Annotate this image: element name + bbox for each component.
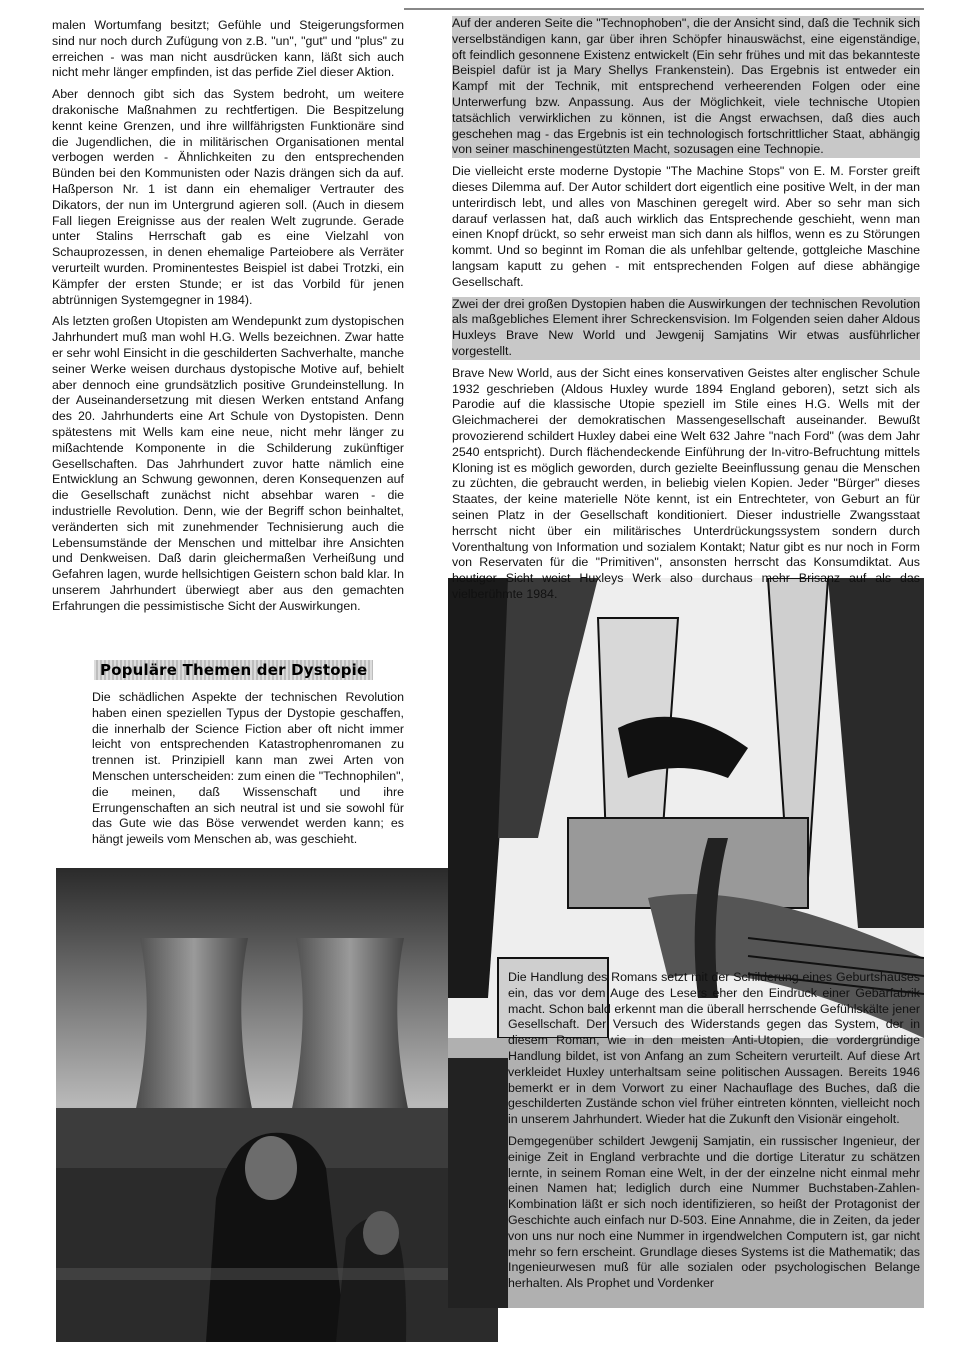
top-rule xyxy=(404,8,924,10)
left-column xyxy=(52,18,404,620)
right-paragraph-4: Brave New World, aus der Sicht eines konservativen Geistes alter englischer Schule 1932 geschrieben (Aldous Huxley wurde 1894 England geboren), setzt sich als Parodie auf die klassische Utopie speziell im Stile eines H.G. Wells mit der Gleichmacherei der demokratischen Massengesellschaft auseinander. Bewußt provozierend schildert Huxley dabei eine Welt 632 Jahre "nach Ford" (was dem Jahr 2540 entspricht). Durch flächendeckende Einführung der In-vitro-Befruchtung mittels Kloning ist es möglich geworden, durch gezielte Beeinflussung genau die Menschen zu züchten, die gebraucht werden, in beliebig vielen Kopien. Jeder "Bürger" dieses Staates, der keine materielle Nöte kennt, ist ein Entrechteter, von Geburt an für seinen Platz in der Gesellschaft konditioniert. Dieser industrielle Zwangsstaat herrscht nicht über ein militärisches Unterdrückungssystem sondern durch Vorenthaltung von Information und sozialem Kontakt; Natur gibt es nur noch in Form von Reservaten für die "Primitiven", ansonsten herrscht das Konsumdiktat. Aus heutiger Sicht weist Huxleys Werk also durchaus mehr Brisanz auf als das vielberühmte 1984. xyxy=(452,365,920,601)
left-column-lower xyxy=(92,690,404,854)
bottom-right-paragraph-1: Die Handlung des Romans setzt mit der Schilderung eines Geburtshauses ein, das vor dem Auge des Lesers eher den Eindruck einer Gebärfabrik macht. Schon bald erkennt man die überall herrschende Gefühlskälte jener Gesellschaft. Der Versuch des Widerstands gegen das System, der in diesem Roman, wie in den meisten Anti-Utopien, die vordergründige Handlung bildet, ist von Anfang an zum Scheitern verurteilt. Auf diese Art verkleidet Huxley unterhaltsam seine politischen Aussagen. Bereits 1946 bemerkt er in dem Vorwort zu einer Nachauflage des Buches, daß die geschilderten Zustände schon viel früher eintreten könnten, vielleicht noch in unserem Jahrhundert. Wieder hat die Zukunft den Visionär eingeholt. xyxy=(508,970,920,1127)
section-heading: Populäre Themen der Dystopie xyxy=(94,660,373,680)
right-paragraph-2: Die vielleicht erste moderne Dystopie "The Machine Stops" von E. M. Forster greift dieses Dilemma auf. Der Autor schildert dort eigentlich eine positive Welt, in der man unterirdisch lebt, und alles von Maschinen geregelt wird. Aber so sehr man sich darauf verlassen hat, daß auch wirklich das Entsprechende geschieht, wenn man einen Knopf drückt, so sehr erweist man sich dann als hilflos, wenn es zu Störungen kommt. Und so beginnt im Roman die als unfehlbar geltende, gottgleiche Maschine langsam kaputt zu gehen - mit entsprechenden Folgen auf diese abhängige Gesellschaft. xyxy=(452,164,920,289)
left-paragraph-1: malen Wortumfang besitzt; Gefühle und Steigerungsformen sind nur noch durch Zufügung von z.B. "un", "gut" und "plus" zu erreichen - was man nicht ausdrücken kann, läßt sich auch nicht mehr länger empfinden, ist das perfide Ziel dieser Aktion. xyxy=(52,18,404,80)
bottom-right-paragraph-2: Demgegenüber schildert Jewgenij Samjatin, ein russischer Ingenieur, der einige Zeit in England verbrachte und die dortige Literatur zu schätzen lernte, in seinem Roman eine Welt, in der der einzelne nicht einmal mehr einen Namen hat; lediglich durch eine Nummer Buchstaben-Zahlen-Kombination läßt er sich noch identifizieren, so heißt der Protagonist der Geschichte auch einfach nur D-503. Eine Annahme, die in Zeiten, da jeder von uns nur noch eine Nummer in irgendwelchen Computern ist, gar nicht mehr so fern erscheint. Grundlage dieses Systems ist die Mathematik; das Ingenieurwesen muß für alle sozialen oder psychologischen Belange herhalten. Als Prophet und Vordenker xyxy=(508,1133,920,1291)
right-column xyxy=(452,16,920,609)
left-paragraph-3: Als letzten großen Utopisten am Wendepunkt zum dystopischen Jahrhundert muß man wohl H.G. Wells bezeichnen. Zwar hatte er sehr wohl Einsicht in die geschilderten Sachverhalte, manche seiner Werke weisen durchaus dystopische Motive auf, behielt aber dennoch eine grundsätzlich positive Grundeinstellung. In der Auseinandersetzung mit diesen Werken entstand Anfang des 20. Jahrhunderts eine Art Schule von Dystopisten. Denn spätestens mit Wells kam eine neue, nicht mehr länger zu mißachtende Komponente in die Schilderung zukünftiger Gesellschaften. Das Jahrhundert zuvor hatte nämlich eine Entwicklung an Schwung gewonnen, deren Konsequenzen auf die Gesellschaft zunächst nicht absehbar waren - die industrielle Revolution. Denn, wie der Begriff schon beinhaltet, veränderten sich mit zunehmender Technisierung auch die Lebensumstände der Menschen und mittelbar ihre Ansichten und Denkweisen. Daß darin gleichermaßen Verheißung und Gefahren lagen, wurde hellsichtigen Geistern schon bald klar. In unserem Jahrhundert überwiegt aber aus den gemachten Erfahrungen die pessimistische Sicht der Auswirkungen. xyxy=(52,314,404,613)
cooling-towers-photo xyxy=(56,868,498,1342)
right-paragraph-1: Auf der anderen Seite die "Technophoben", die der Ansicht sind, daß die Technik sich verselbständigen kann, gar über ihren Schöpfer hinauswächst, eine eigenständige, oft feindlich gesonnene Existenz entwickelt (Ein sehr frühes und mit das bekannteste Beispiel dafür ist ja Mary Shellys Frankenstein). Das Ergebnis ist entweder ein Kampf mit der Technik, mit entsprechend verheerenden Folgen oder eine Unterwerfung bzw. Anpassung. Aus der Möglichkeit, viele technische Utopien tatsächlich verwirklichen zu können, ist die Angst erwachsen, daß dies auch geschehen mag - das Ergebnis ist ein technologisch fortschrittlicher Staat, abhängig von seiner maschinengestützten Macht, sozusagen eine Technopie. xyxy=(452,16,920,157)
right-paragraph-3: Zwei der drei großen Dystopien haben die Auswirkungen der technischen Revolution als maßgebliches Element ihrer Schreckensvision. Im Folgenden seien daher Aldous Huxleys Brave New World und Jewgenij Samjatins Wir etwas ausführlicher vorgestellt. xyxy=(452,296,920,358)
left-lower-paragraph-1: Die schädlichen Aspekte der technischen Revolution haben einen speziellen Typus der Dystopie geschaffen, die innerhalb der Science Fiction aber oft nicht immer leicht von entsprechenden Katastrophenromanen zu trennen ist. Prinzipiell kann man zwei Arten von Menschen unterscheiden: zum einen die "Technophilen", die meinen, daß Wissenschaft und ihre Errungenschaften an sich neutral ist und sie sowohl für das Gute wie das Böse verwendet werden kann; es hängt jeweils vom Menschen ab, was geschieht. xyxy=(92,690,404,847)
bottom-right-column xyxy=(508,970,920,1298)
left-paragraph-2: Aber dennoch gibt sich das System bedroht, um weitere drakonische Maßnahmen zu rechtfertigen. Die Bespitzelung kennt keine Grenzen, und ihre willfährigsten Funktionäre sind die Jugendlichen, die in militärischen Organisationen mental verbogen werden - Ähnlichkeiten zu den entsprechenden Bünden bei den Kommunisten oder Nazis drängen sich da auf. Haßperson Nr. 1 ist dann ein ehemaliger Vertrauter des Dikators, der nun im Untergrund agieren soll. (Auch in diesem Fall liegen Ereignisse aus der realen Welt zugrunde. Gerade unter Stalins Herrschaft gab es eine Vielzahl von Schauprozessen, in denen ehemalige Parteiobere als Verräter verurteilt wurden. Prominentestes Beispiel ist dabei Trotzki, ein Kämpfer der ersten Stunde; er ist das Vorbild für jenen abtrünnigen Systemgegner in 1984). xyxy=(52,87,404,307)
cooling-towers-image xyxy=(56,868,498,1342)
